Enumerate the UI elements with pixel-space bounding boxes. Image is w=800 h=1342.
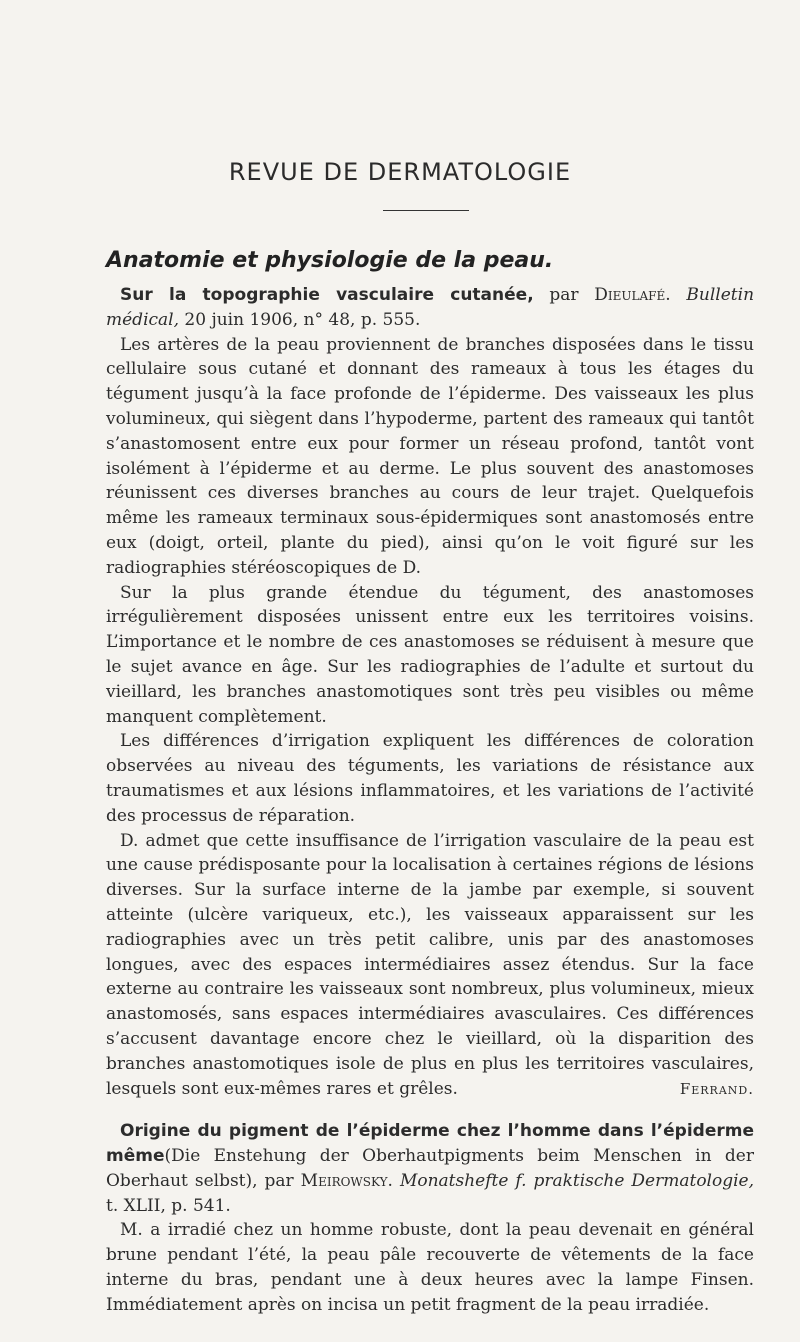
article1-paragraph-3: Les différences d’irrigation expliquent les différences de coloration observées au niveau des téguments, les variations de résistance aux traumatismes et aux lésions inflammatoires, et les variations de l’activité des processus de réparation. [106,731,754,826]
article1-journal: Bulletin médical, [106,285,755,330]
article1-by: par [533,285,595,305]
article1-title: Sur la topographie vasculaire cutanée, [120,285,534,305]
article2-subtitle: (Die Enstehung der Oberhautpigments beim Menschen in der Oberhaut selbst), par [106,1146,754,1191]
article1-paragraph-4: D. admet que cette insuffisance de l’irrigation vasculaire de la peau est une cause prédisposante pour la localisation à certaines régions de lésions diverses. Sur la surface interne de la jambe par exemple, si souvent atteinte (ulcère variqueux, etc.), les vaisseaux apparaissent sur les radiographies avec un très petit calibre, unis par des anastomoses longues, avec des espaces intermédiaires assez étendus. Sur la face externe au contraire les vaisseaux sont nombreux, plus volumineux, mieux anastomosés, sans espaces intermédiaires avasculaires. Ces différences s’accusent davantage encore chez le vieillard, où la disparition des branches anastomotiques isole de plus en plus les territoires vasculaires, lesquels sont eux-mêmes rares et grêles. [106,830,754,1099]
article-spacer [106,1101,754,1119]
article1-author: Dieulafé. [594,285,671,305]
running-header-title: REVUE DE DERMATOLOGIE [228,158,572,186]
article2-title: Origine du pigment de l’épiderme chez l’homme dans l’épiderme même [106,1121,754,1167]
article1-heading [106,283,754,333]
article2-heading [106,1119,754,1218]
article2-paragraph-1: M. a irradié chez un homme robuste, dont la peau devenait en général brune pendant l’été, la peau pâle recouverte de vêtements de la face interne du bras, pendant une à deux heures avec la lampe Finsen. Immédiatement après on incisa un petit fragment de la peau irradiée. [106,1220,754,1315]
page-content [106,246,754,1318]
article1-paragraph-2: Sur la plus grande étendue du tégument, des anastomoses irrégulièrement disposées unissent entre eux les territoires voisins. L’importance et le nombre de ces anastomoses se réduisent à mesure que le sujet avance en âge. Sur les radiographies de l’adulte et surtout du vieillard, les branches anastomotiques sont très peu visibles ou même manquent complètement. [106,582,754,727]
article2-citation: t. XLII, p. 541. [106,1195,231,1216]
article2-author: Meirowsky. [300,1170,393,1191]
header-rule [383,210,469,211]
article1-paragraph-1: Les artères de la peau proviennent de branches disposées dans le tissu cellulaire sous cutané et donnant des rameaux à tous les étages du tégument jusqu’à la face profonde de l’épiderme. Des vaisseaux les plus volumineux, qui siègent dans l’hypoderme, partent des rameaux qui tantôt s’anastomosent entre eux pour former un réseau profond, tantôt vont isolément à l’épiderme et au derme. Le plus souvent des anastomoses réunissent ces diverses branches au cours de leur trajet. Quelquefois même les rameaux terminaux sous-épidermiques sont anastomosés entre eux (doigt, orteil, plante du pied), ainsi qu’on le voit figuré sur les radiographies stéréoscopiques de D. [106,334,754,578]
article1-signature: Ferrand. [679,1079,754,1098]
article2-journal: Monatshefte f. praktische Dermatologie, [399,1170,755,1191]
section-title: Anatomie et physiologie de la peau. [106,248,554,273]
article1-citation: 20 juin 1906, n° 48, p. 555. [184,309,421,330]
